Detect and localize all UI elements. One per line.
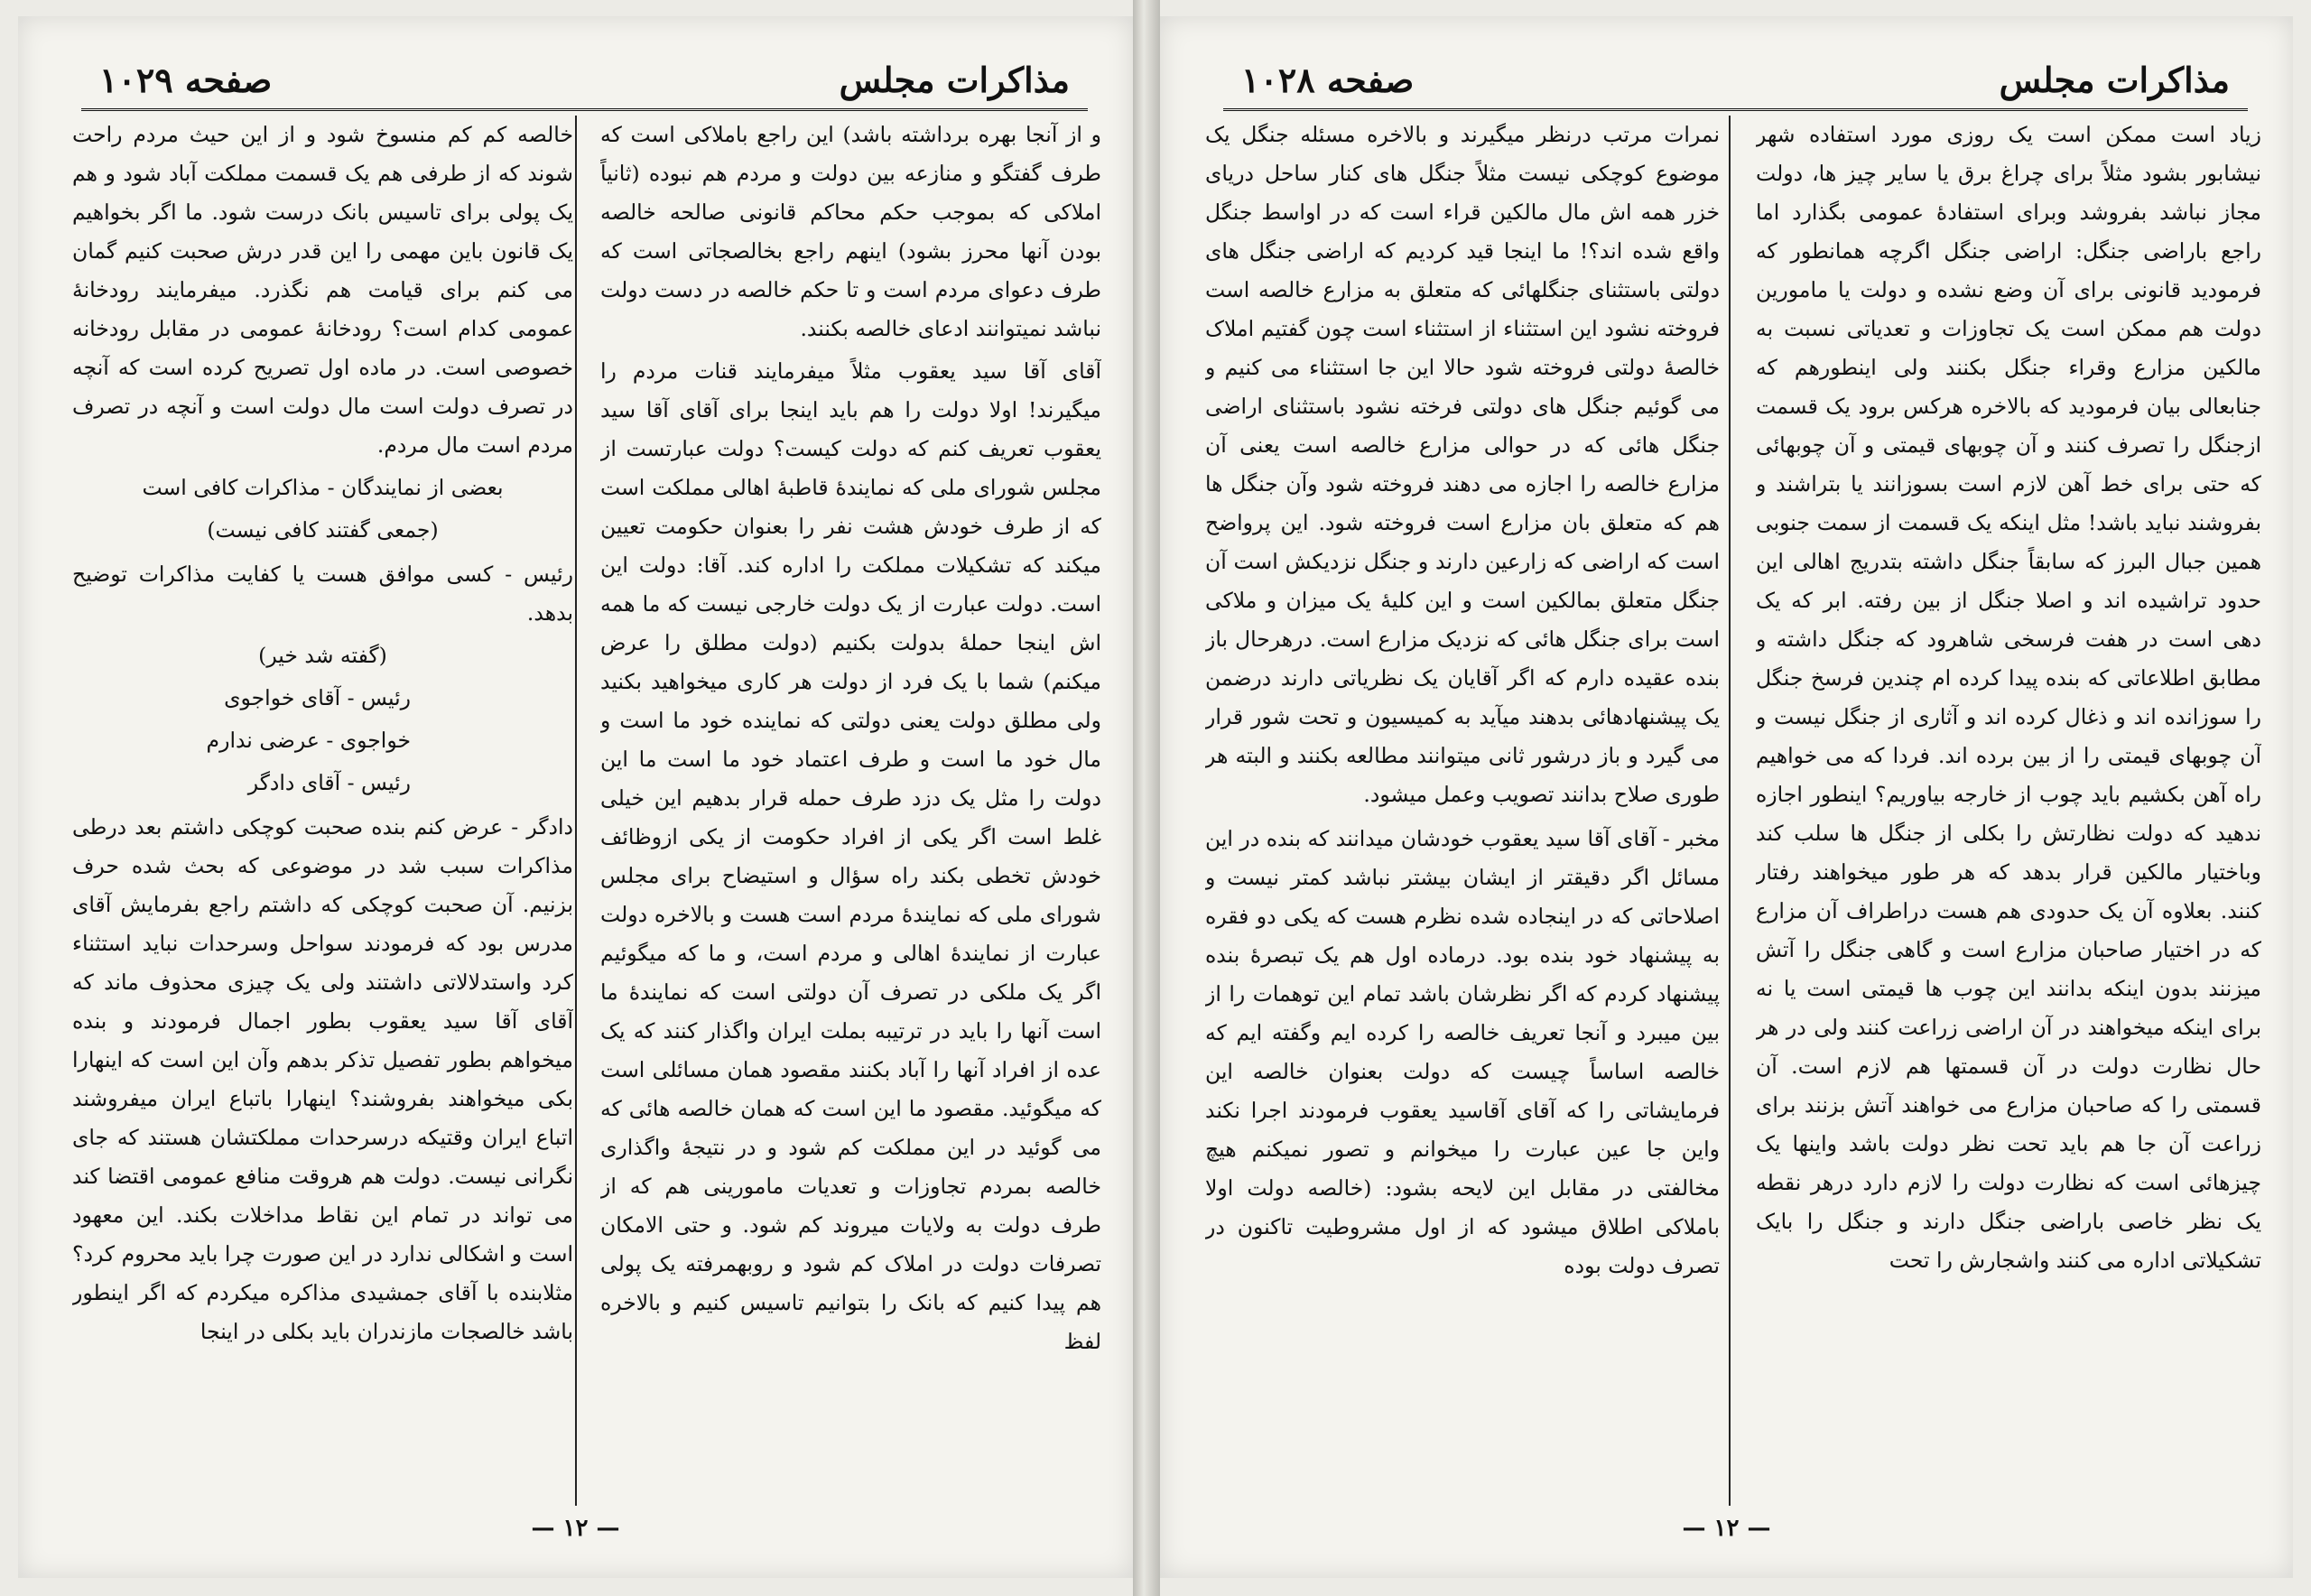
stage-note: (گفته شد خیر) xyxy=(258,643,387,668)
text-column-left xyxy=(1205,116,1720,1506)
paragraph: خالصه کم کم منسوخ شود و از این حیث مردم راحت شوند که از طرفی هم یک قسمت مملکت آباد شود و هم یک پولی برای تاسیس بانک درست شود. ما اگر بخواهیم یک قانون باین مهمی را این قدر درش صحبت کنیم گمان می کنم برای قیامت هم نگذرد. میفرمایند رودخانهٔ عمومی کدام است؟ رودخانهٔ عمومی در مقابل رودخانه خصوصی است. در ماده اول تصریح کرده است که آنچه در تصرف دولت است مال دولت است و آنچه در تصرف مردم است مال مردم. xyxy=(72,122,573,458)
journal-title: مذاکرات مجلس xyxy=(839,60,1070,100)
column-divider xyxy=(575,116,577,1506)
paragraph: زیاد است ممکن است یک روزی مورد استفاده شهر نیشابور بشود مثلاً برای چراغ برق یا سایر چیز ها، دولت مجاز نباشد بفروشد وبرای استفادهٔ عمومی بگذارد اما راجع باراضی جنگل: اراضی جنگل اگرچه همانطور که فرمودید قانونی برای آن وضع نشده و دولت یا مامورین دولت هم ممکن است یک تجاوزات و تعدیاتی نسبت به مالکین مزارع وقراء جنگل بکنند ولی اینطورهم که جنابعالی بیان فرمودید که بالاخره هرکس برود یک قسمت ازجنگل را تصرف کنند و آن چوبهای قیمتی و آن چوبهائی که حتی برای خط آهن لازم است بسوزانند یا بتراشند و بفروشند نباید باشد! مثل اینکه یک قسمت از سمت جنوبی همین جبال البرز که سابقاً جنگل داشته بتدریج اهالی این حدود تراشیده اند و اصلا جنگل از بین رفته. ابر که یک دهی است در هفت فرسخی شاهرود که جنگل داشته و مطابق اطلاعاتی که بنده پیدا کرده ام چندین فرسخ جنگل را سوزانده اند و ذغال کرده اند و آثاری از جنگل نیست و آن چوبهای قیمتی را از بین برده اند. فردا که می خواهیم راه آهن بکشیم باید چوب از خارجه بیاوریم؟ اینطور اجازه ندهید که دولت نظارتش را بکلی از جنگل ها سلب کند وباختیار مالکین قرار بدهد که هر طور میخواهند رفتار کنند. بعلاوه آن یک حدودی هم هست دراطراف آن مزارع که در اختیار صاحبان مزارع است و گاهی جنگل را آتش میزنند بدون اینکه بدانند این چوب ها قیمتی است یا نه برای اینکه میخواهند در آن اراضی زراعت کنند ولی در هر حال نظارت دولت در آن قسمتها هم لازم است. آن قسمتی را که صاحبان مزارع می خواهند آتش بزنند برای زراعت آن جا هم باید تحت نظر دولت باشد واینها یک چیزهائی است که نظارت دولت را لازم دارد درهر نقطه یک نظر خاصی باراضی جنگل دارند و جنگل را بایک تشکیلاتی اداره می کنند واشجارش را تحت xyxy=(1756,122,2261,1273)
speaker-line: خواجوی - عرضی ندارم xyxy=(206,728,411,753)
page-footer: — ۱۲ — xyxy=(531,1515,620,1542)
book-gutter xyxy=(1133,0,1160,1596)
paragraph: مخبر - آقای آقا سید یعقوب خودشان میدانند که بنده در این مسائل اگر دقیقتر از ایشان بیشتر نباشد کمتر نیست و اصلاحاتی که در اینجاده شده نظرم هست که یکی دو فقره به پیشنهاد خود بنده بود. درماده اول هم یک تبصرهٔ بنده پیشنهاد کردم که اگر نظرشان باشد تمام این توهمات را از بین میبرد و آنجا تعریف خالصه را کرده ایم وگفته ایم که خالصه اساساً چیست که دولت بعنوان خالصه این فرمایشاتی را که آقای آقاسید یعقوب فرمودند اجرا نکند واین جا عین عبارت را میخوانم و تصور نمیکنم هیچ مخالفتی در مقابل این لایحه بشود: (خالصه دولت اولا باملاکی اطلاق میشود که از اول مشروطیت تاکنون در تصرف دولت بوده xyxy=(1205,826,1720,1278)
page-number-label: صفحه ۱۰۲۸ xyxy=(1241,60,1415,100)
text-column-right xyxy=(600,116,1101,1506)
speaker-line: رئیس - کسی موافق هست یا کفایت مذاکرات توضیح بدهد. xyxy=(72,561,573,626)
speaker-line: رئیس - آقای خواجوی xyxy=(224,685,411,710)
page-header xyxy=(81,54,1088,111)
speaker-line: بعضی از نمایندگان - مذاکرات کافی است xyxy=(142,475,504,500)
page-footer: — ۱۲ — xyxy=(1682,1515,1771,1542)
speaker-line: رئیس - آقای دادگر xyxy=(247,770,411,795)
journal-title: مذاکرات مجلس xyxy=(1999,60,2230,100)
page-1029 xyxy=(18,16,1133,1578)
page-1028 xyxy=(1160,16,2293,1578)
page-header xyxy=(1223,54,2248,111)
column-divider xyxy=(1729,116,1731,1506)
paragraph: دادگر - عرض کنم بنده صحبت کوچکی داشتم بعد درطی مذاکرات سبب شد در موضوعی که بحث شده حرف بزنیم. آن صحبت کوچکی که داشتم راجع بفرمایش آقای مدرس بود که فرمودند سواحل وسرحدات نباید استثناء کرد واستدلالاتی داشتند ولی یک چیزی محذوف ماند که آقای آقا سید یعقوب بطور اجمال فرمودند و بنده میخواهم بطور تفصیل تذکر بدهم وآن این است که اینهارا بکی میخواهند بفروشند؟ اینهارا باتباع ایران میفروشند اتباع ایران وقتیکه درسرحدات مملکتشان هستند که جای نگرانی نیست. دولت هم هروقت منافع عمومی اقتضا کند می تواند در تمام این نقاط مداخلات بکند. این معهود است و اشکالی ندارد در این صورت چرا باید محروم کرد؟ مثلابنده با آقای جمشیدی مذاکره میکردم که اگر اینطور باشد خالصجات مازندران باید بکلی در اینجا xyxy=(72,814,573,1344)
text-column-right xyxy=(1756,116,2261,1506)
paragraph: و از آنجا بهره برداشته باشد) این راجع باملاکی است که طرف گفتگو و منازعه بین دولت و مردم هم نبوده (ثانیاً املاکی که بموجب حکم محاکم قانونی صالحه خالصه بودن آنها محرز بشود) اینهم راجع بخالصجاتی است که طرف دعوای مردم است و تا حکم خالصه در دست دولت نباشد نمیتوانند ادعای خالصه بکنند. xyxy=(600,122,1101,341)
paragraph: آقای آقا سید یعقوب مثلاً میفرمایند قنات مردم را میگیرند! اولا دولت را هم باید اینجا برای آقای آقا سید یعقوب تعریف کنم که دولت کیست؟ دولت عبارتست از مجلس شورای ملی که نمایندهٔ قاطبهٔ اهالی مملکت است که از طرف خودش هشت نفر را بعنوان حکومت تعیین میکند که تشکیلات مملکت را اداره کند. آقا: دولت این است. دولت عبارت از یک دولت خارجی نیست که ما همه اش اینجا حملهٔ بدولت بکنیم (دولت مطلق را عرض میکنم) شما با یک فرد از دولت هر کاری میخواهید بکنید ولی مطلق دولت یعنی دولتی که نماینده خود ما است و مال خود ما است و طرف اعتماد خود ما است ما این دولت را مثل یک دزد طرف حمله قرار بدهیم این خیلی غلط است اگر یکی از افراد حکومت از یکی ازوظائف خودش تخطی بکند راه سؤال و استیضاح برای مجلس شورای ملی که نمایندهٔ مردم است هست و بالاخره دولت عبارت از نمایندهٔ اهالی و مردم است، و ما که میگوئیم اگر یک ملکی در تصرف آن دولتی است که نمایندهٔ ما است آنها را باید در ترتیبه بملت ایران واگذار کنند که یک عده از افراد آنها را آباد بکنند مقصود همان مسائلی است که میگوئید. مقصود ما این است که همان خالصه هائی که می گوئید در این مملکت کم شود و در نتیجهٔ واگذاری خالصه بمردم تجاوزات و تعدیات مامورینی هم که از طرف دولت به ولایات میروند کم شود. و حتی الامکان تصرفات دولت در املاک کم شود و روبهمرفته یک پولی هم پیدا کنیم که بانک را بتوانیم تاسیس کنیم و بالاخره لفظ xyxy=(600,358,1101,1354)
paragraph: نمرات مرتب درنظر میگیرند و بالاخره مسئله جنگل یک موضوع کوچکی نیست مثلاً جنگل های کنار ساحل دریای خزر همه اش مال مالکین قراء است که در اواسط جنگل واقع شده اند؟! ما اینجا قید کردیم که اراضی جنگل های دولتی باستثنای جنگلهائی که متعلق به مزارع خالصه است فروخته نشود این استثناء از استثناء است چون گفتیم املاک خالصهٔ دولتی فروخته شود حالا این جا استثناء می کنیم و می گوئیم جنگل های دولتی فرخته نشود باستثنای اراضی جنگل هائی که در حوالی مزارع خالصه است یعنی آن مزارع خالصه را اجازه می دهند فروخته شود وآن جنگل ها هم که متعلق بان مزارع است فروخته شود. این پرواضح است که اراضی که زارعین دارند و جنگل نزدیکش است آن جنگل متعلق بمالکین است و این کلیهٔ یک میزان و ملاکی است برای جنگل هائی که نزدیک مزارع است. درهرحال باز بنده عقیده دارم که اگر آقایان یک نظریاتی دارند درضمن یک پیشنهادهائی بدهند میآید به کمیسیون و تحت شور قرار می گیرد و باز درشور ثانی میتوانند مطالعه بکنند و البته هر طوری صلاح بدانند تصویب وعمل میشود. xyxy=(1205,122,1720,807)
stage-note: (جمعی گفتند کافی نیست) xyxy=(207,517,439,543)
page-number-label: صفحه ۱۰۲۹ xyxy=(99,60,273,100)
text-column-left xyxy=(72,116,573,1506)
